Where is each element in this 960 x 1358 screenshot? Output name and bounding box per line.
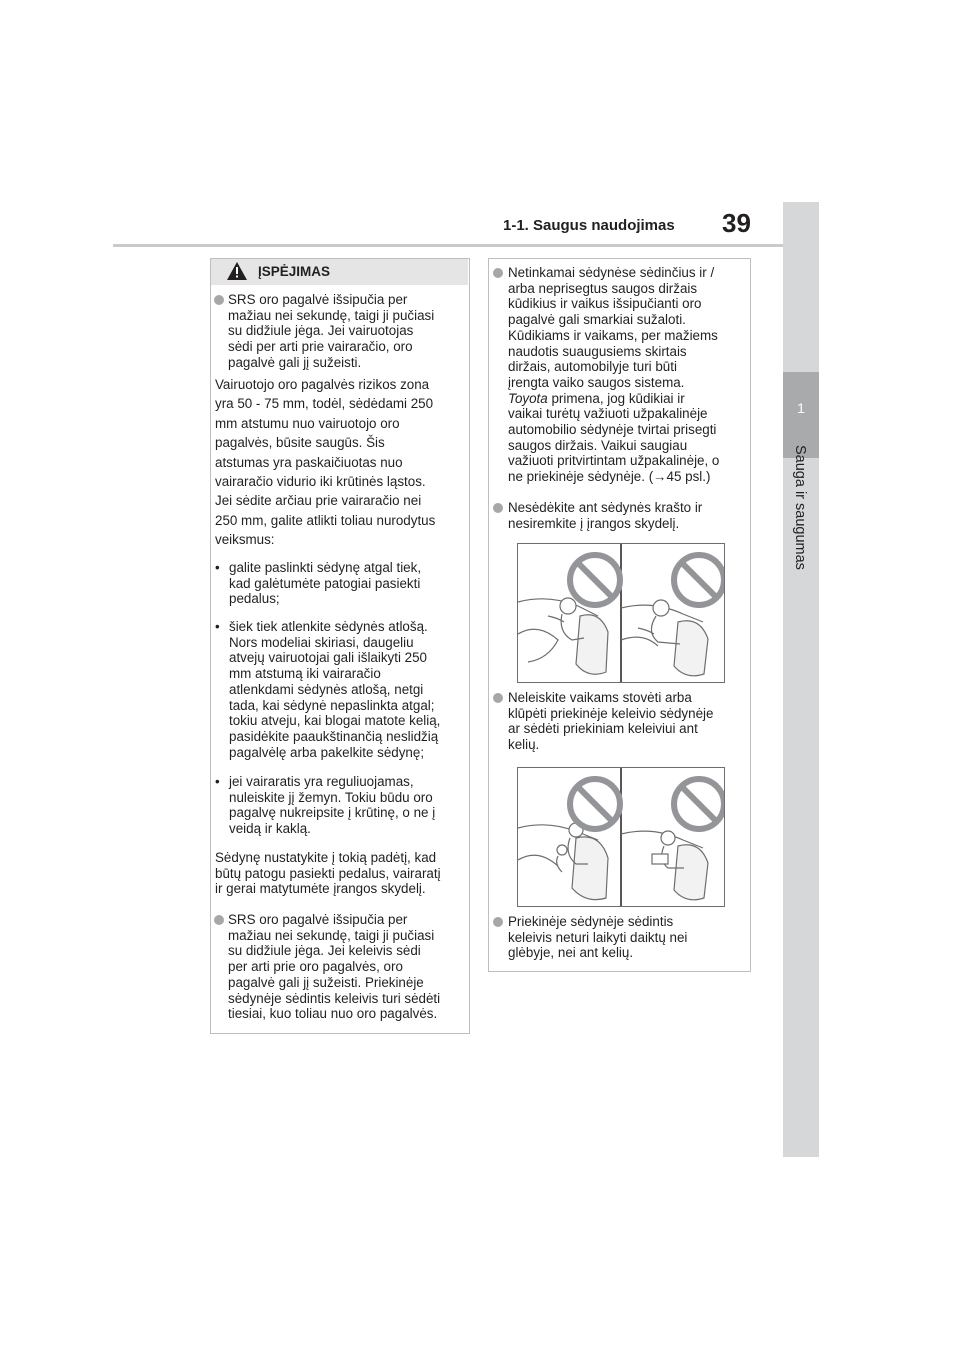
bullet-dot bbox=[493, 693, 503, 703]
side-tab bbox=[783, 202, 819, 1157]
text-line: važiuoti pritvirtintam užpakalinėje, o bbox=[508, 453, 720, 469]
text-line: su didžiule jėga. Jei keleivis sėdi bbox=[228, 943, 421, 959]
prohibit-sign-icon bbox=[674, 779, 724, 829]
page-reference-link[interactable]: 45 psl.) bbox=[666, 469, 711, 485]
sub-bullet-mark: • bbox=[215, 560, 220, 575]
text-line: tada, kai sėdynė nepaslinkta atgal; bbox=[229, 697, 435, 713]
text-line: pagalvėlę arba pakelkite sėdynę; bbox=[229, 744, 425, 760]
text-line: įrengta vaiko saugos sistema. bbox=[508, 374, 685, 390]
header-rule bbox=[113, 244, 783, 247]
text-line: arba neprisegtus saugos diržais bbox=[508, 280, 698, 296]
text-line: yra 50 - 75 mm, todėl, sėdėdami 250 bbox=[215, 396, 434, 412]
text-line: Neleiskite vaikams stovėti arba bbox=[508, 690, 692, 705]
text-line: Nesėdėkite ant sėdynės krašto ir bbox=[508, 500, 703, 515]
text-line: Sėdynę nustatykite į tokią padėtį, kad bbox=[215, 850, 437, 865]
arrow-icon: → bbox=[653, 469, 667, 485]
text-line: pagalvės, būsite saugūs. Šis bbox=[215, 435, 385, 451]
text-line: atlenkdami sėdynės atlošą, netgi bbox=[229, 681, 424, 697]
text-line: tokiu atveju, kai blogai matote kelią, bbox=[229, 713, 441, 729]
text-line: sėdynėje sėdintis keleivis turi sėdėti bbox=[228, 990, 441, 1006]
text-line-ref bbox=[508, 469, 719, 485]
text-line: klūpėti priekinėje keleivio sėdynėje bbox=[508, 705, 714, 721]
text-line: galite paslinkti sėdynę atgal tiek, bbox=[229, 560, 422, 575]
sub-bullet-mark: • bbox=[215, 774, 220, 789]
section-title: 1-1. Saugus naudojimas bbox=[503, 217, 675, 234]
text-line: ir gerai matytumėte įrangos skydelį. bbox=[215, 881, 426, 897]
text-fragment: ne priekinėje sėdynėje. ( bbox=[508, 469, 654, 485]
text-line: SRS oro pagalvė išsipučia per bbox=[228, 292, 408, 307]
text-line: glėbyje, nei ant kelių. bbox=[508, 945, 634, 961]
prohibit-sign-icon bbox=[570, 779, 620, 829]
bullet-dot bbox=[493, 503, 503, 513]
text-line: keleivis neturi laikyti daiktų nei bbox=[508, 929, 688, 945]
illustration-leaning-forward bbox=[517, 543, 725, 683]
text-line: su didžiule jėga. Jei vairuotojas bbox=[228, 323, 414, 339]
text-line: sėdi per arti prie vairaračio, oro bbox=[228, 339, 413, 355]
bullet-dot bbox=[214, 915, 224, 925]
text-line: Priekinėje sėdynėje sėdintis bbox=[508, 914, 674, 929]
text-line: Jei sėdite arčiau prie vairaračio nei bbox=[215, 493, 422, 509]
text-line-brand bbox=[508, 391, 719, 407]
left-paragraph-1 bbox=[215, 375, 435, 550]
text-line: veidą ir kaklą. bbox=[229, 821, 311, 837]
page-number: 39 bbox=[722, 208, 751, 238]
prohibit-sign-icon bbox=[570, 555, 620, 605]
text-line: pasidėkite paaukštinančią neslidžią bbox=[229, 728, 439, 744]
warning-triangle-icon bbox=[227, 262, 247, 280]
text-line: 250 mm, galite atlikti toliau nurodytus bbox=[215, 512, 436, 528]
warning-label: ĮSPĖJIMAS bbox=[258, 264, 331, 279]
text-line: automobilio sėdynėje tvirtai prisegti bbox=[508, 422, 717, 438]
text-line: pedalus; bbox=[229, 591, 280, 607]
left-paragraph-2 bbox=[215, 850, 441, 897]
text-line: mažiau nei sekundę, taigi ji pučiasi bbox=[228, 307, 435, 323]
text-line: Netinkamai sėdynėse sėdinčius ir / bbox=[508, 265, 715, 280]
text-line: jei vairaratis yra reguliuojamas, bbox=[229, 774, 414, 789]
text-line: Kūdikiams ir vaikams, per mažiems bbox=[508, 327, 718, 343]
text-line: kūdikius ir vaikus išsipučianti oro bbox=[508, 296, 702, 312]
illustration-graphic bbox=[518, 768, 724, 906]
chapter-number: 1 bbox=[797, 400, 805, 416]
text-line: tiesiai, kuo toliau nuo oro pagalvės. bbox=[228, 1006, 438, 1022]
text-line: saugos diržais. Vaikui saugiau bbox=[508, 437, 688, 453]
text-line: pagalvę nukreipsite į krūtinę, o ne į bbox=[229, 805, 436, 821]
text-line: SRS oro pagalvė išsipučia per bbox=[228, 912, 408, 927]
text-line: kad galėtumėte patogiai pasiekti bbox=[229, 575, 421, 591]
text-line: atstumas yra paskaičiuotas nuo bbox=[215, 454, 403, 470]
text-line: veiksmus: bbox=[215, 532, 275, 548]
text-line: Nors modeliai skiriasi, daugeliu bbox=[229, 634, 414, 650]
illustration-graphic bbox=[518, 544, 724, 682]
text-line: mm atstumu nuo vairuotojo oro bbox=[215, 415, 400, 431]
brand-name: Toyota bbox=[508, 390, 548, 406]
text-line: nuleiskite jį žemyn. Tokiu būdu oro bbox=[229, 789, 433, 805]
bullet-dot bbox=[493, 917, 503, 927]
text-line: diržais, automobilyje turi būti bbox=[508, 359, 677, 375]
warning-header bbox=[211, 259, 468, 285]
text-line: atvejų vairuotojai gali išlaikyti 250 bbox=[229, 650, 427, 666]
chapter-title-wrap bbox=[783, 445, 819, 645]
text-line: šiek tiek atlenkite sėdynės atlošą. bbox=[229, 619, 428, 634]
sub-bullet-mark: • bbox=[215, 619, 220, 634]
illustration-child-on-lap bbox=[517, 767, 725, 907]
text-fragment: primena, jog kūdikiai ir bbox=[547, 390, 685, 406]
bullet-dot bbox=[214, 295, 224, 305]
text-line: būtų patogu pasiekti pedalus, vairaratį bbox=[215, 865, 441, 881]
text-line: pagalvė gali jį sužeisti. Priekinėje bbox=[228, 974, 424, 990]
text-line: nesiremkite į įrangos skydelį. bbox=[508, 515, 680, 531]
text-line: kelių. bbox=[508, 737, 540, 753]
text-line: vaikai turėtų važiuoti užpakalinėje bbox=[508, 406, 708, 422]
chapter-title: Sauga ir saugumas bbox=[792, 445, 808, 570]
text-line: per arti prie oro pagalvės, oro bbox=[228, 959, 403, 975]
text-line: pagalvė gali smarkiai sužaloti. bbox=[508, 312, 686, 328]
bullet-dot bbox=[493, 268, 503, 278]
text-line: Vairuotojo oro pagalvės rizikos zona bbox=[215, 377, 430, 392]
text-line: mažiau nei sekundę, taigi ji pučiasi bbox=[228, 927, 435, 943]
prohibit-sign-icon bbox=[674, 555, 724, 605]
text-line: ar sėdėti priekiniam keleiviui ant bbox=[508, 721, 698, 737]
text-line: naudotis suaugusiems skirtais bbox=[508, 343, 687, 359]
text-line: mm atstumą iki vairaračio bbox=[229, 666, 381, 682]
text-line: pagalvė gali jį sužeisti. bbox=[228, 354, 362, 370]
text-line: vairaračio vidurio iki krūtinės ląstos. bbox=[215, 474, 426, 490]
